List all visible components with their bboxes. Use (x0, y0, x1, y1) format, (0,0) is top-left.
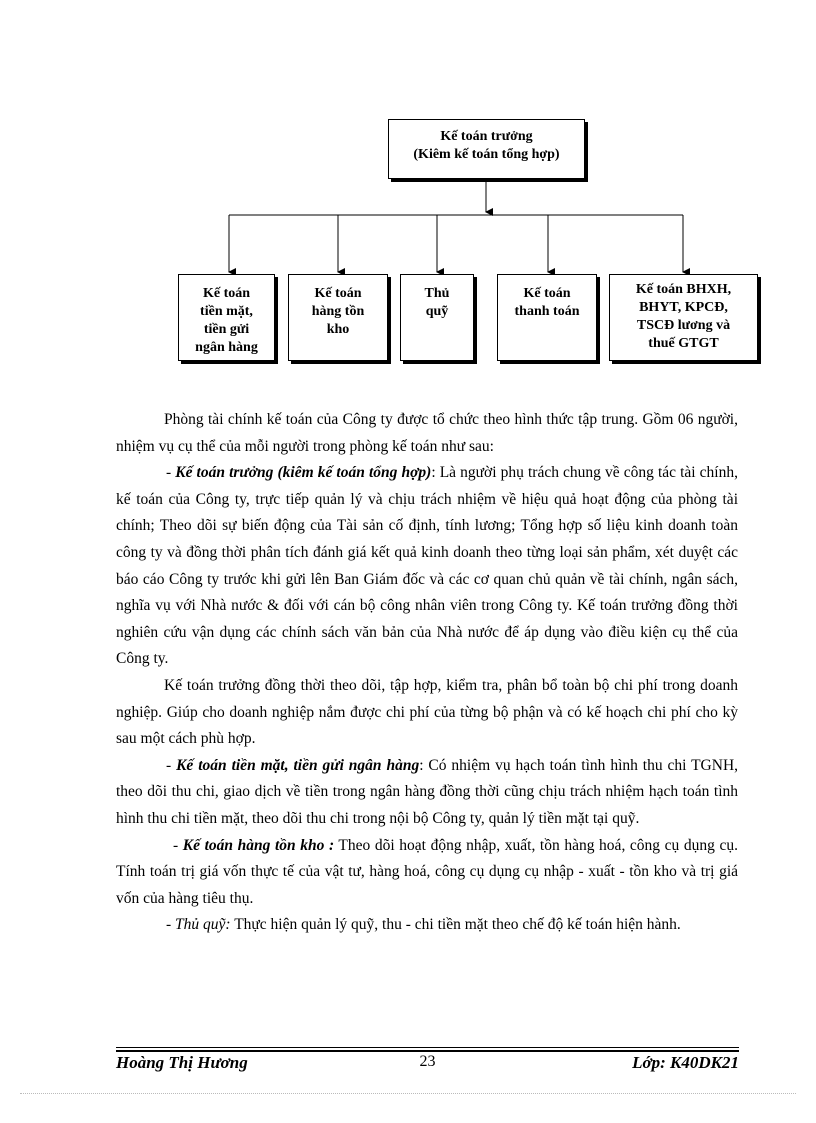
box-line: Kế toán BHXH, (635, 282, 732, 297)
box-line: Kế toán (314, 286, 362, 301)
paragraph-treasurer (116, 912, 738, 939)
box-line: kho (326, 322, 350, 337)
chief-accountant-box (388, 119, 585, 179)
insurance-tax-accountant-box (609, 274, 758, 361)
footer-divider-thin (116, 1047, 739, 1048)
paragraph-inventory (116, 833, 738, 913)
role-description: : Là người phụ trách chung về công tác tài chính, kế toán của Công ty, trực tiếp quản lý và chịu trách nhiệm về hiệu quả hoạt động của phòng tài chính; Theo dõi sự biến động của Tài sản cố định, tính lương; Tổng hợp số liệu kinh doanh toàn công ty và đồng thời phân tích đánh giá kết quả kinh doanh theo từng loại sản phẩm, xét duyệt các báo cáo Công ty trước khi gửi lên Ban Giám đốc và các cơ quan chủ quản về tài chính, ngân sách, nghĩa vụ với Nhà nước & đối với cán bộ công nhân viên trong Công ty. Kế toán trưởng đồng thời nghiên cứu vận dụng các chính sách văn bản của Nhà nước để áp dụng vào điều kiện cụ thể của Công ty. (116, 464, 738, 668)
page-footer (116, 1053, 739, 1079)
payment-accountant-box (497, 274, 597, 361)
footer-author: Hoàng Thị Hương (116, 1053, 248, 1072)
box-line: quỹ (425, 304, 449, 319)
paragraph-cash-bank (116, 753, 738, 833)
role-description: Thực hiện quản lý quỹ, thu - chi tiền mặt theo chế độ kế toán hiện hành. (230, 916, 681, 934)
box-line: TSCĐ lương và (636, 318, 731, 333)
role-description: Theo dõi hoạt động nhập, xuất, tồn hàng hoá, công cụ dụng cụ. Tính toán trị giá vốn thực tế của vật tư, hàng hoá, công cụ dụng cụ nhập - xuất - tồn kho và trị giá vốn của hàng tiêu thụ. (116, 836, 738, 907)
bullet-dash: - (166, 464, 176, 482)
paragraph-intro: Phòng tài chính kế toán của Công ty được tổ chức theo hình thức tập trung. Gồm 06 người, nhiệm vụ cụ thể của mỗi người trong phòng kế toán như sau: (116, 411, 738, 455)
role-title: Kế toán trưởng (kiêm kế toán tổng hợp) (175, 464, 432, 482)
cash-bank-accountant-box (178, 274, 275, 361)
org-chart (0, 0, 816, 380)
footer-class: Lớp: K40DK21 (632, 1053, 739, 1072)
box-line: hàng tồn (311, 304, 365, 319)
box-line: ngân hàng (195, 340, 258, 355)
bullet-dash: - (166, 756, 177, 774)
page-bottom-dotted-line (20, 1093, 796, 1094)
chief-accountant-subtitle: (Kiêm kế toán tổng hợp) (413, 147, 560, 162)
box-line: Kế toán (523, 286, 571, 301)
inventory-accountant-box (288, 274, 388, 361)
treasurer-box (400, 274, 474, 361)
role-title: Thủ quỹ: (175, 916, 231, 934)
role-title: Kế toán tiền mặt, tiền gửi ngân hàng (176, 756, 420, 774)
chief-accountant-title: Kế toán trưởng (440, 129, 533, 144)
role-description: : Có nhiệm vụ hạch toán tình hình thu chi TGNH, theo dõi thu chi, giao dịch về tiền trong ngân hàng đồng thời cũng chịu trách nhiệm hạch toán tình hình thu chi tiền mặt, theo dõi thu chi trong nội bộ Công ty, quản lý tiền mặt tại quỹ. (116, 756, 739, 827)
box-line: BHYT, KPCĐ, (639, 300, 728, 315)
box-line: thanh toán (514, 304, 580, 319)
body-text (116, 407, 738, 939)
footer-divider-thick (116, 1050, 739, 1052)
box-line: Thủ (424, 286, 450, 301)
bullet-dash: - (166, 916, 176, 934)
box-line: tiền gửi (203, 322, 250, 337)
box-line: tiền mặt, (200, 304, 253, 319)
box-line: thuế GTGT (648, 336, 719, 351)
footer-page-number: 23 (419, 1053, 436, 1070)
role-title: Kế toán hàng tồn kho : (182, 836, 335, 854)
paragraph-chief-cost: Kế toán trưởng đồng thời theo dõi, tập hợp, kiểm tra, phân bổ toàn bộ chi phí trong doanh nghiệp. Giúp cho doanh nghiệp nắm được chi phí của từng bộ phận và có kế hoạch chi phí cho kỳ sau một cách phù hợp. (116, 676, 738, 748)
bullet-dash: - (173, 836, 183, 854)
paragraph-chief-accountant (116, 460, 738, 673)
box-line: Kế toán (202, 286, 251, 301)
